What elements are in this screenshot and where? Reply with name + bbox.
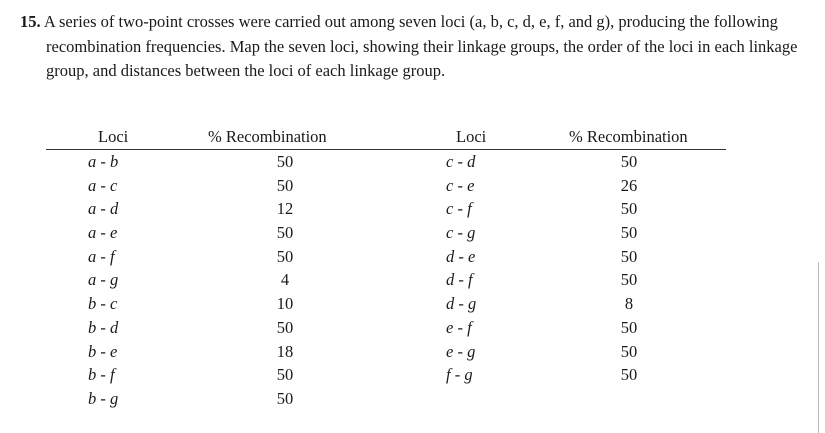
loci-left-cell: b - d (88, 317, 119, 337)
loci-right-cell: d - g (446, 294, 477, 314)
loci-left-cell: b - e (88, 341, 118, 361)
header-recombination-right: % Recombination (569, 127, 688, 146)
loci-right-cell: c - d (446, 152, 476, 171)
recombination-left-cell: 50 (276, 246, 294, 266)
edge-divider (818, 262, 819, 433)
recombination-right-cell: 50 (620, 270, 638, 290)
loci-left-cell: b - f (88, 365, 115, 385)
recombination-left-cell: 50 (276, 223, 294, 243)
recombination-right-cell: 50 (620, 365, 638, 385)
recombination-right-cell: 50 (620, 223, 638, 243)
table-row (46, 318, 726, 342)
table-row (46, 247, 726, 271)
question-number: 15. (20, 12, 41, 31)
recombination-right-cell: 50 (620, 199, 638, 219)
recombination-left-cell: 50 (276, 152, 294, 171)
table-row (46, 176, 726, 200)
header-rule (46, 149, 726, 150)
recombination-left-cell: 4 (280, 270, 290, 290)
recombination-left-cell: 10 (276, 294, 294, 314)
loci-left-cell: a - e (88, 223, 118, 243)
recombination-right-cell: 8 (624, 294, 634, 314)
header-recombination-left: % Recombination (208, 127, 327, 146)
recombination-left-cell: 50 (276, 175, 294, 195)
loci-right-cell: e - f (446, 317, 472, 337)
table-row (46, 270, 726, 294)
loci-right-cell: f - g (446, 365, 473, 385)
loci-right-cell: d - e (446, 246, 476, 266)
table-body (46, 152, 726, 413)
loci-left-cell: a - f (88, 246, 115, 266)
loci-left-cell: a - c (88, 175, 118, 195)
loci-left-cell: a - g (88, 270, 119, 290)
question-prompt: A series of two-point crosses were carried out among seven loci (a, b, c, d, e, f, and g), producing the following recombination frequencies. Map the seven loci, showing their linkage groups, the order of the loci in each linkage group, and distances between the loci of each linkage group. (43, 12, 798, 80)
recombination-left-cell: 50 (276, 388, 294, 408)
recombination-left-cell: 18 (276, 341, 294, 361)
recombination-left-cell: 50 (276, 365, 294, 385)
table-row (46, 199, 726, 223)
loci-right-cell: c - e (446, 175, 475, 195)
recombination-right-cell: 26 (620, 175, 638, 195)
question-block (20, 10, 820, 84)
recombination-table (46, 127, 726, 408)
table-row (46, 365, 726, 389)
table-row (46, 152, 726, 176)
loci-right-cell: c - f (446, 199, 472, 219)
loci-left-cell: a - d (88, 199, 119, 219)
recombination-right-cell: 50 (620, 152, 638, 171)
loci-left-cell: b - g (88, 388, 119, 408)
loci-left-cell: b - c (88, 294, 118, 314)
table-row (46, 294, 726, 318)
recombination-right-cell: 50 (620, 246, 638, 266)
recombination-left-cell: 12 (276, 199, 294, 219)
table-row (46, 342, 726, 366)
recombination-right-cell: 50 (620, 341, 638, 361)
recombination-right-cell: 50 (620, 317, 638, 337)
recombination-left-cell: 50 (276, 317, 294, 337)
loci-left-cell: a - b (88, 152, 119, 171)
header-loci-right: Loci (456, 127, 487, 146)
loci-right-cell: c - g (446, 223, 476, 243)
header-loci-left: Loci (98, 127, 129, 146)
loci-right-cell: d - f (446, 270, 473, 290)
table-row (46, 223, 726, 247)
table-header (46, 127, 726, 149)
loci-right-cell: e - g (446, 341, 476, 361)
question-text (20, 10, 820, 84)
table-row (46, 389, 726, 413)
